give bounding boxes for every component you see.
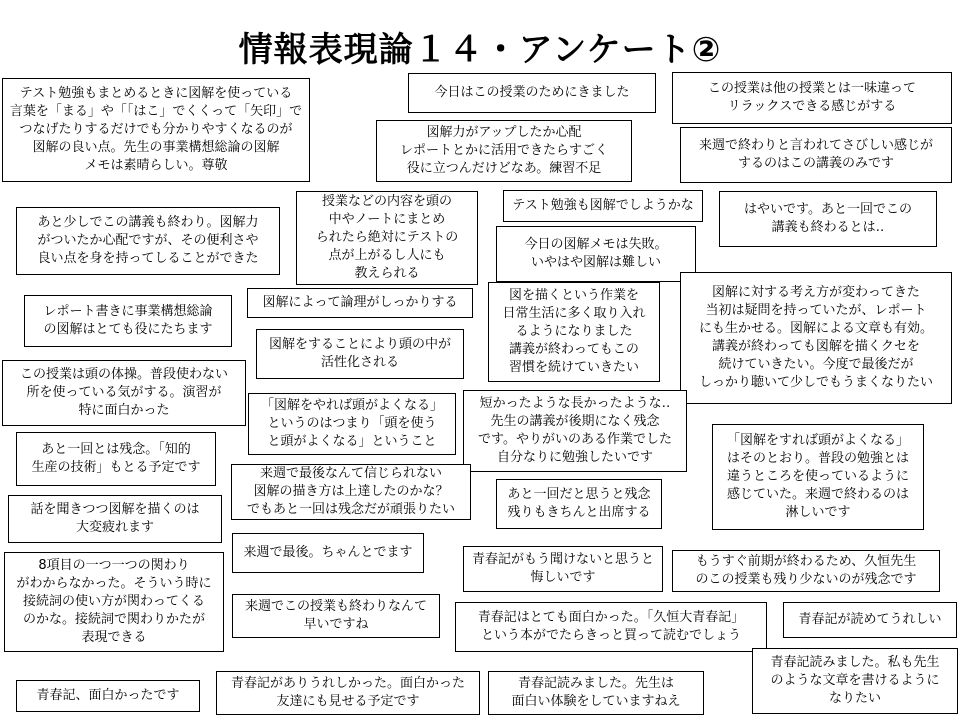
comment-box — [496, 479, 662, 529]
comment-box — [2, 360, 246, 426]
comment-box — [463, 390, 687, 472]
comment-text: この授業は頭の体操。普段使わない 所を使っている気がする。演習が 特に面白かった — [19, 367, 228, 418]
comment-box — [376, 120, 632, 182]
comment-box — [248, 393, 456, 455]
comment-text: 来週で最後なんて信じられない 図解の描き方は上達したのかな？ でもあと一回は残念だが頑張りたい — [246, 466, 455, 517]
comment-box — [783, 602, 957, 638]
comment-box — [488, 671, 704, 715]
comment-box — [672, 72, 952, 124]
comment-box — [2, 78, 310, 182]
comment-box — [232, 594, 440, 638]
comment-box — [24, 295, 232, 347]
comment-box — [4, 552, 224, 652]
comment-text: レポート書きに事業構想総論 の図解はとても役にたちます — [43, 304, 213, 337]
comment-box — [455, 602, 767, 652]
comment-text: 青春記読みました。私も先生 のような文章を書けるように なりたい — [770, 655, 940, 706]
comment-text: 青春記がありうれしかった。面白かった 友達にも見せる予定です — [230, 676, 465, 709]
comment-text: 話を聞きつつ図解を描くのは 大変疲れます — [30, 502, 200, 535]
comment-box — [296, 191, 478, 285]
comment-text: テスト勉強もまとめるときに図解を使っている 言葉を「まる」や「「はこ」でくくって「矢印」で つなげたりするだけでも分かりやすくなるのが 図解の良い点。先生の事業構想総論の図解 メモは素晴らしい。尊敬 — [9, 86, 303, 173]
comment-text: もうすぐ前期が終わるため、久恒先生 のこの授業も残り少ないのが残念です — [695, 554, 917, 587]
comment-box — [232, 533, 424, 573]
comment-box — [231, 464, 471, 520]
comment-box — [712, 424, 924, 530]
comment-box — [408, 73, 656, 113]
comment-box — [680, 272, 952, 404]
comment-text: 今日の図解メモは失敗。 いやはや図解は難しい — [524, 237, 668, 270]
comment-box — [672, 550, 940, 592]
comment-box — [247, 288, 473, 318]
comment-text: 今日はこの授業のためにきました — [434, 85, 630, 100]
comment-text: 「図解をやれば頭がよくなる」 というのはつまり「頭を使う と頭がよくなる」ということ — [260, 398, 443, 449]
comment-text: 図解によって論理がしっかりする — [262, 295, 458, 310]
comment-box — [463, 546, 663, 592]
comment-box — [488, 282, 660, 382]
comment-text: テスト勉強も図解でしようかな — [512, 198, 694, 213]
comment-box — [752, 648, 958, 714]
comment-box — [496, 226, 696, 282]
comment-text: 来週で終わりと言われてさびしい感じが するのはこの講義のみです — [698, 138, 933, 171]
comment-box — [719, 191, 937, 247]
comment-box — [16, 207, 280, 275]
comment-text: 青春記が読めてうれしい — [798, 612, 942, 627]
comment-text: あと一回とは残念。「知的 生産の技術」もとる予定です — [31, 442, 201, 475]
comment-text: 青春記読みました。先生は 面白い体験をしていますねえ — [511, 676, 681, 709]
comment-text: 8項目の一つ一つの関わり がわからなかった。そういう時に 接続詞の使い方が関わってくる のかな。接続詞で関わりかたが 表現できる — [16, 558, 212, 645]
comment-box — [256, 329, 464, 379]
comment-text: あと一回だと思うと残念 残りもきちんと出席する — [507, 487, 651, 520]
comment-text: 青春記、面白かったです — [36, 688, 180, 703]
comment-text: 来週でこの授業も終わりなんて 早いですね — [244, 599, 427, 632]
comment-text: 図解に対する考え方が変わってきた 当初は疑問を持っていたが、レポート にも生かせる。図解による文章も有効。 講義が終わっても図解を描くクセを 続けていきたい。今度で最後だが しっかり聴いて少しでもうまくなりたい — [698, 285, 933, 390]
comment-text: 図を描くという作業を 日常生活に多く取り入れ るようになりました 講義が終わってもこの 習慣を続けていきたい — [502, 288, 646, 375]
comment-text: この授業は他の授業とは一味違って リラックスできる感じがする — [707, 81, 916, 114]
comment-text: 青春記はとても面白かった。「久恒大青春記」 という本がでたらきっと買って読むでしょう — [477, 610, 745, 643]
comment-box — [680, 127, 952, 183]
comment-text: 図解をすることにより頭の中が 活性化される — [268, 337, 451, 370]
page-title: 情報表現論１４・アンケート② — [238, 30, 722, 70]
comment-text: 「図解をすれば頭がよくなる」 はそのとおり。普段の勉強とは 違うところを使っているように 感じていた。来週で終わるのは 淋しいです — [726, 433, 909, 520]
comment-box — [16, 680, 200, 712]
comment-text: 短かったような長かったような‥ 先生の講義が後期になく残念 です。やりがいのある作業でした 自分なりに勉強したいです — [478, 396, 672, 465]
comment-text: はやいです。あと一回でこの 講義も終わるとは‥ — [744, 202, 912, 235]
comment-text: 青春記がもう聞けないと思うと 悔しいです — [471, 552, 654, 585]
comment-text: 来週で最後。ちゃんとでます — [243, 545, 413, 560]
comment-box — [503, 190, 703, 222]
comment-text: あと少しでこの講義も終わり。図解力 がついたか心配ですが、その便利さや 良い点を身を持ってしることができた — [37, 215, 259, 266]
comment-box — [8, 495, 222, 543]
comment-text: 授業などの内容を頭の 中やノートにまとめ られたら絶対にテストの 点が上がるし人にも 教えられる — [315, 194, 459, 281]
comment-text: 図解力がアップしたか心配 レポートとかに活用できたらすごく 役に立つんだけどなあ。練習不足 — [399, 125, 608, 176]
comment-box — [16, 432, 216, 486]
comment-box — [216, 671, 480, 715]
